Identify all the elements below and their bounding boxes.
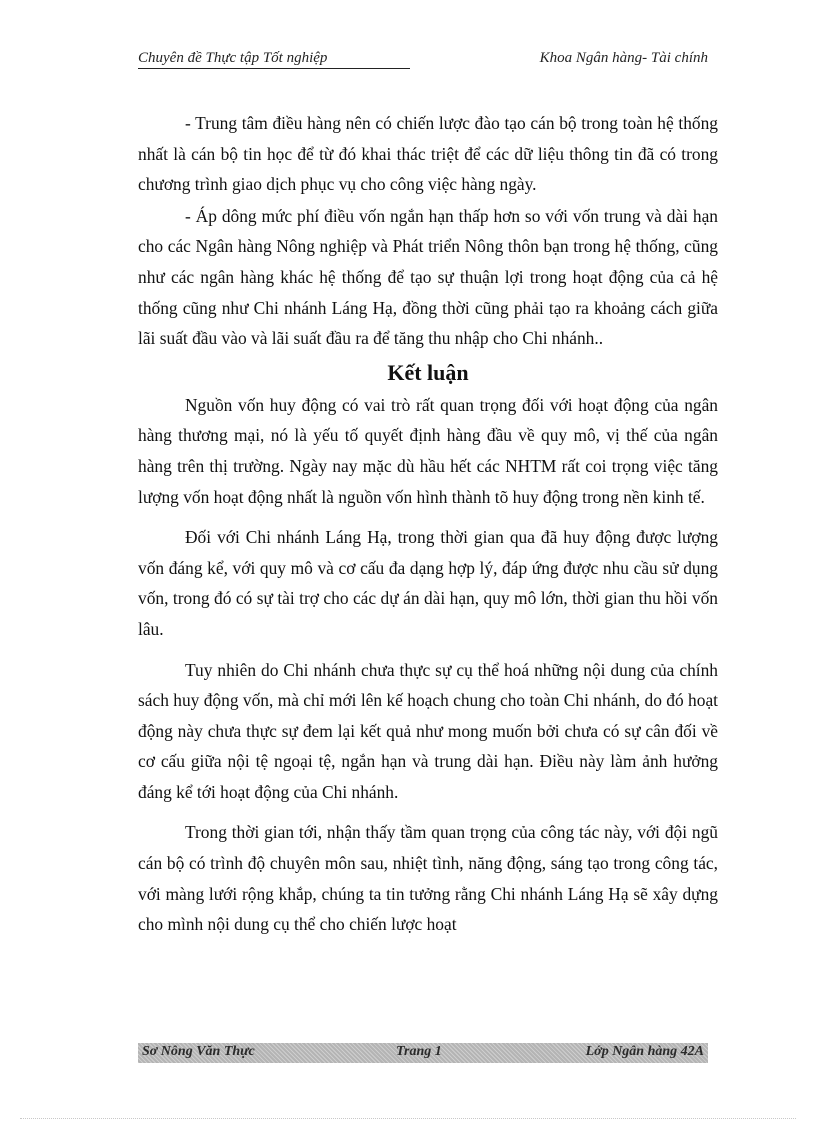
paragraph-training-strategy: - Trung tâm điều hàng nên có chiến lược đào tạo cán bộ trong toàn hệ thống nhất là cán bộ tin học để từ đó khai thác triệt để các dữ liệu thông tin đã có trong chương trình giao dịch phục vụ cho công việc hàng ngày. — [138, 113, 718, 195]
footer-class: Lớp Ngân hàng 42A — [585, 1044, 704, 1059]
paragraph-fee-policy: - Áp dông mức phí điều vốn ngắn hạn thấp hơn so với vốn trung và dài hạn cho các Ngân hàng Nông nghiệp và Phát triển Nông thôn bạn trong hệ thống, cũng như các ngân hàng khác hệ thống để tạo sự thuận lợi trong hoạt động của cả hệ thống cũng như Chi nhánh Láng Hạ, đồng thời cũng phải tạo ra khoảng cách giữa lãi suất đầu vào và lãi suất đầu ra để tăng thu nhập cho Chi nhánh.. — [138, 205, 718, 349]
document-body — [138, 108, 718, 941]
paragraph-outlook: Trong thời gian tới, nhận thấy tầm quan trọng của công tác này, với đội ngũ cán bộ có trình độ chuyên môn sau, nhiệt tình, năng động, sáng tạo trong công tác, với màng lưới rộng khắp, chúng ta tin tưởng rằng Chi nhánh Láng Hạ sẽ xây dựng cho mình nội dung cụ thể cho chiến lược hoạt — [138, 822, 718, 935]
footer-page-number: Trang 1 — [396, 1044, 442, 1059]
paragraph-conclusion-intro: Nguồn vốn huy động có vai trò rất quan trọng đối với hoạt động của ngân hàng thương mại, nó là yếu tố quyết định hàng đầu về quy mô, vị thế của ngân hàng trên thị trường. Ngày nay mặc dù hầu hết các NHTM rất coi trọng việc tăng lượng vốn hoạt động nhất là nguồn vốn hình thành tõ huy động trong nền kinh tế. — [138, 394, 718, 507]
paragraph-limitations: Tuy nhiên do Chi nhánh chưa thực sự cụ thể hoá những nội dung của chính sách huy động vốn, mà chỉ mới lên kế hoạch chung cho toàn Chi nhánh, do đó hoạt động này chưa thực sự đem lại kết quả như mong muốn bởi chưa có sự cân đối về cơ cấu giữa nội tệ ngoại tệ, ngắn hạn và trung dài hạn. Điều này làm ảnh hưởng đáng kể tới hoạt động của Chi nhánh. — [138, 659, 718, 802]
footer-author: Sơ Nông Văn Thực — [142, 1044, 255, 1059]
page-bottom-divider — [20, 1118, 796, 1119]
page-header — [138, 46, 708, 70]
paragraph-branch-results: Đối với Chi nhánh Láng Hạ, trong thời gian qua đã huy động được lượng vốn đáng kể, với quy mô và cơ cấu đa dạng hợp lý, đáp ứng được nhu cầu sử dụng vốn, trong đó có sự tài trợ cho các dự án dài hạn, quy mô lớn, thời gian thu hồi vốn lâu. — [138, 527, 718, 639]
conclusion-heading: Kết luận — [387, 359, 469, 385]
page-footer — [138, 1043, 708, 1063]
header-department: Khoa Ngân hàng- Tài chính — [539, 50, 708, 66]
header-document-title: Chuyên đề Thực tập Tốt nghiệp — [138, 50, 410, 69]
